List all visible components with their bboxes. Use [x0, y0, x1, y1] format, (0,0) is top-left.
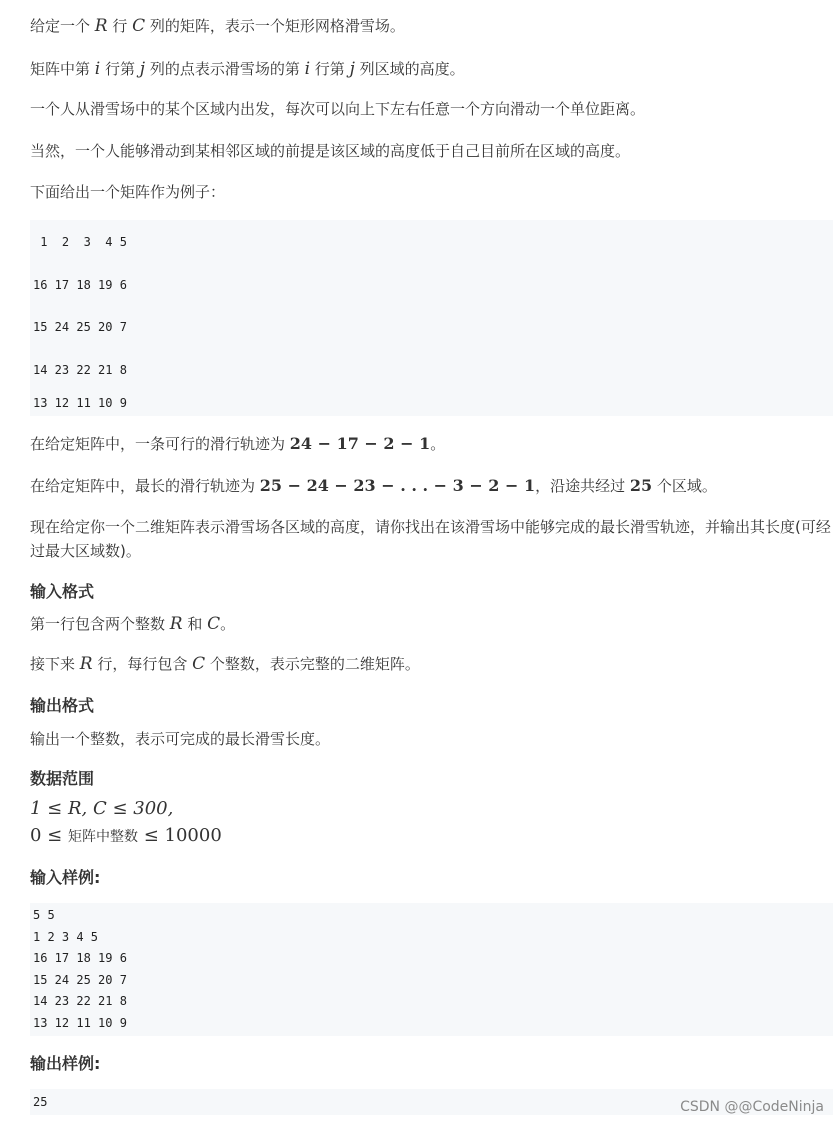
sample-input-block: 5 5 1 2 3 4 5 16 17 18 19 6 15 24 25 20 7 14 23 22 21 8 13 12 11 10 9	[30, 903, 833, 1036]
data-range-heading: 数据范围	[30, 769, 95, 788]
task-paragraph: 现在给定你一个二维矩阵表示滑雪场各区域的高度，请你找出在该滑雪场中能够完成的最长滑雪轨迹，并输出其长度(可经过最大区域数)。	[30, 518, 831, 560]
matrix-row: 1 2 3 4 5	[33, 235, 127, 249]
intro-paragraph-3: 一个人从滑雪场中的某个区域内出发，每次可以向上下左右任意一个方向滑动一个单位距离。	[30, 100, 646, 118]
csdn-watermark: CSDN @@CodeNinja	[680, 1099, 824, 1115]
input-format-line-2: 接下来 R 行，每行包含 C 个整数，表示完整的二维矩阵。	[30, 654, 420, 674]
input-format-heading: 输入格式	[30, 582, 95, 601]
output-format-heading: 输出格式	[30, 696, 95, 715]
intro-paragraph-1: 给定一个 R 行 C 列的矩阵，表示一个矩形网格滑雪场。	[30, 16, 405, 36]
matrix-row: 14 23 22 21 8	[33, 363, 127, 377]
matrix-row: 15 24 25 20 7	[33, 320, 127, 334]
feasible-path-paragraph: 在给定矩阵中，一条可行的滑行轨迹为 24 − 17 − 2 − 1。	[30, 434, 446, 453]
intro-paragraph-2: 矩阵中第 i 行第 j 列的点表示滑雪场的第 i 行第 j 列区域的高度。	[30, 59, 465, 79]
example-matrix-block	[30, 220, 833, 416]
input-format-line-1: 第一行包含两个整数 R 和 C。	[30, 614, 236, 634]
matrix-row: 13 12 11 10 9	[33, 396, 127, 410]
longest-path-paragraph: 在给定矩阵中，最长的滑行轨迹为 25 − 24 − 23 − . . . − 3 − 2 − 1，沿途共经过 25 个区域。	[30, 476, 717, 495]
data-range-line-2: 0 ≤ 矩阵中整数 ≤ 10000	[30, 825, 222, 846]
data-range-line-1: 1 ≤ R, C ≤ 300,	[30, 798, 174, 819]
matrix-row: 16 17 18 19 6	[33, 278, 127, 292]
sample-input-heading: 输入样例:	[30, 868, 101, 887]
output-format-line: 输出一个整数，表示可完成的最长滑雪长度。	[30, 730, 331, 748]
intro-paragraph-4: 当然，一个人能够滑动到某相邻区域的前提是该区域的高度低于自己目前所在区域的高度。	[30, 142, 631, 160]
sample-output-heading: 输出样例:	[30, 1054, 101, 1073]
sample-output-block: 25	[30, 1089, 833, 1115]
intro-paragraph-5: 下面给出一个矩阵作为例子：	[30, 183, 226, 201]
